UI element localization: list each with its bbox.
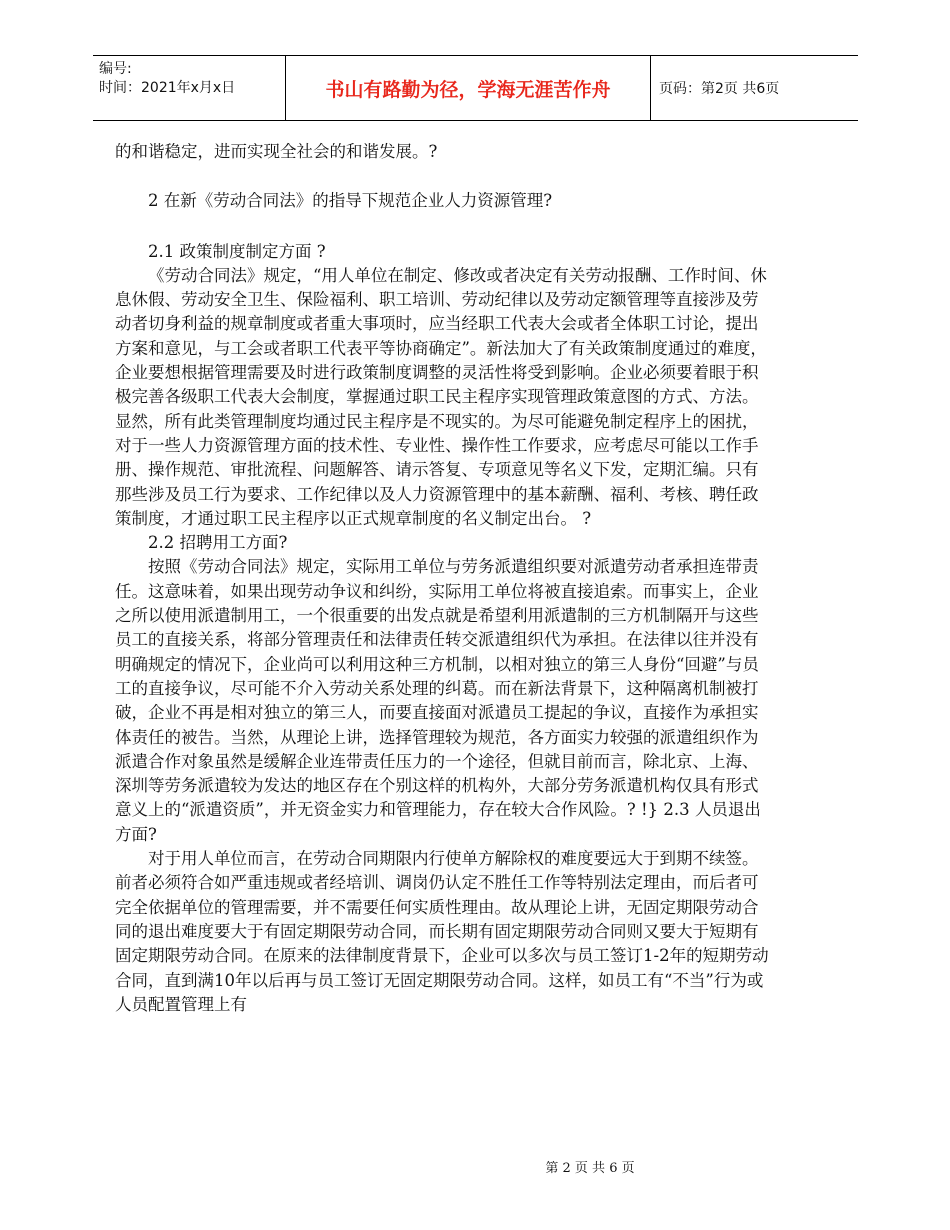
number-label: 编号: — [99, 61, 132, 77]
subsection-heading: 2.2 招聘用工方面? — [148, 533, 288, 553]
paragraph-continuation: 的和谐稳定，进而实现全社会的和谐发展。? — [115, 142, 438, 161]
time-label: 时间：2021年x月x日 — [99, 80, 236, 96]
paragraph: 对于用人单位而言，在劳动合同期限内行使单方解除权的难度要远大于到期不续签。前者必须符合如严重违规或者经培训、调岗仍认定不胜任工作等特别法定理由，而后者可完全依据单位的管理需要，并不需要任何实质性理由。故从理论上讲，无固定期限劳动合同的退出难度要大于有固定期限劳动合同，而长期有固定期限劳动合同则又要大于短期有固定期限劳动合同。在原来的法律制度背景下，企业可以多次与员工签订1-2年的短期劳动合同，直到满10年以后再与员工签订无固定期限劳动合同。这样，如员工有“不当”行为或人员配置管理上有 — [115, 849, 769, 1014]
paragraph: 按照《劳动合同法》规定，实际用工单位与劳务派遣组织要对派遣劳动者承担连带责任。这意味着，如果出现劳动争议和纠纷，实际用工单位将被直接追索。而事实上，企业之所以使用派遣制用工，一个很重要的出发点就是希望利用派遣制的三方机制隔开与这些员工的直接关系，将部分管理责任和法律责任转交派遣组织代为承担。在法律以往并没有明确规定的情况下，企业尚可以利用这种三方机制，以相对独立的第三人身份“回避”与员工的直接争议，尽可能不介入劳动关系处理的纠葛。而在新法背景下，这种隔离机制被打破，企业不再是相对独立的第三人，而要直接面对派遣员工提起的争议，直接作为承担实体责任的被告。当然，从理论上讲，选择管理较为规范，各方面实力较强的派遣组织作为派遣合作对象虽然是缓解企业连带责任压力的一个途径，但就目前而言，除北京、上海、深圳等劳务派遣较为发达的地区存在个别这样的机构外，大部分劳务派遣机构仅具有形式意义上的“派遣资质”，并无资金实力和管理能力，存在较大合作风险。? !} 2.3 人员退出方面? — [115, 557, 761, 844]
document-body — [115, 140, 771, 1017]
page-footer: 第 2 页 共 6 页 — [545, 1161, 635, 1176]
page-header — [93, 55, 858, 121]
header-page-number: 页码：第2页 共6页 — [659, 81, 780, 97]
subsection-heading: 2.1 政策制度制定方面 ? — [148, 241, 326, 261]
section-heading: 2 在新《劳动合同法》的指导下规范企业人力资源管理? — [148, 191, 553, 211]
header-info — [93, 56, 285, 120]
paragraph: 《劳动合同法》规定，“用人单位在制定、修改或者决定有关劳动报酬、工作时间、休息休假、劳动安全卫生、保险福利、职工培训、劳动纪律以及劳动定额管理等直接涉及劳动者切身利益的规章制度或者重大事项时，应当经职工代表大会或者全体职工讨论，提出方案和意见，与工会或者职工代表平等协商确定”。新法加大了有关政策制度通过的难度，企业要想根据管理需要及时进行政策制度调整的灵活性将受到影响。企业必须要着眼于积极完善各级职工代表大会制度，掌握通过职工民主程序实现管理政策意图的方式、方法。显然，所有此类管理制度均通过民主程序是不现实的。为尽可能避免制定程序上的困扰，对于一些人力资源管理方面的技术性、专业性、操作性工作要求，应考虑尽可能以工作手册、操作规范、审批流程、问题解答、请示答复、专项意见等名义下发，定期汇编。只有那些涉及员工行为要求、工作纪律以及人力资源管理中的基本薪酬、福利、考核、聘任政策制度，才通过职工民主程序以正式规章制度的名义制定出台。 ? — [115, 265, 767, 528]
header-motto: 书山有路勤为径，学海无涯苦作舟 — [285, 56, 651, 120]
